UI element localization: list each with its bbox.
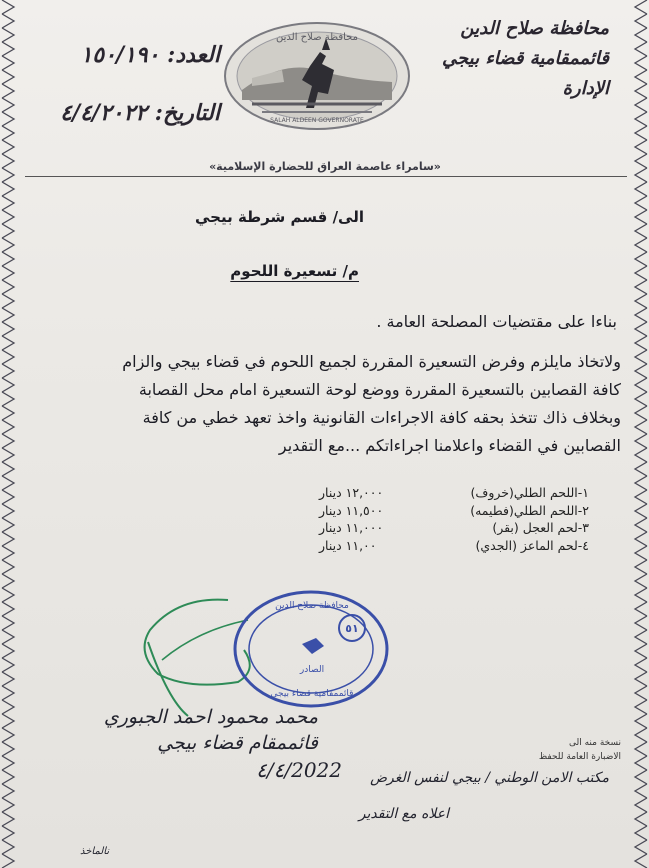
price-item: ٣-لحم العجل (بقر) — [492, 520, 589, 535]
price-row — [289, 484, 589, 502]
signature-date: 2022/٤/٤ — [256, 758, 342, 782]
price-value: ١١,٠٠٠ دينار — [319, 520, 384, 535]
body-line: كافة القصابين بالتسعيرة المقررة ووضع لوحة التسعيرة امام محل القصابة — [138, 380, 621, 399]
body-line: وبخلاف ذاك تتخذ بحقه كافة الاجراءات القانونية واخذ تعهد خطي من كافة — [142, 408, 621, 427]
price-item: ٢-اللحم الطلي(فطيمه) — [470, 502, 589, 518]
price-list — [289, 484, 589, 554]
price-row — [289, 537, 589, 555]
date-value: ٤/٤/٢٠٢٢ — [60, 100, 148, 126]
logo-english-text: SALAH ALDEEN GOVERNORATE — [270, 117, 364, 124]
department-name: الإدارة — [562, 78, 609, 99]
official-stamp — [232, 588, 390, 710]
governorate-logo — [222, 20, 412, 132]
price-row — [289, 519, 589, 537]
stamp-bottom-text: قائممقامية قضاء بيجي — [270, 689, 354, 699]
price-value: ١١,٠٠ دينار — [319, 537, 377, 553]
price-item: ٤-لحم الماعز (الجدي) — [475, 537, 589, 553]
price-item: ١-اللحم الطلي(خروف) — [470, 485, 589, 500]
letterhead-right — [389, 14, 609, 104]
price-value: ١٢,٠٠٠ دينار — [319, 485, 384, 500]
stamp-top-text: محافظة صلاح الدين — [275, 601, 349, 611]
number-row — [40, 26, 220, 84]
logo-arabic-text: محافظة صلاح الدين — [276, 32, 358, 43]
body-line: القصابين في القضاء واعلامنا اجراءاتكم ...مع التقدير — [278, 436, 621, 455]
signatory-title: قائممقام قضاء بيجي — [157, 732, 318, 754]
stamp-badge: ٥١ — [345, 622, 359, 635]
copy-note-line2: اعلاه مع التقدير — [358, 806, 449, 822]
slogan: «سامراء عاصمة العراق للحضارة الإسلامية» — [209, 160, 441, 173]
copy-archive: الاضبارة العامة للحفظ — [538, 752, 621, 762]
right-border-ornament — [633, 0, 649, 868]
body-line: بناءا على مقتضيات المصلحة العامة . — [376, 312, 617, 331]
copy-heading: نسخة منه الى — [569, 738, 621, 748]
addressee: الى/ قسم شرطة بيجي — [195, 208, 364, 226]
price-row — [289, 502, 589, 520]
price-value: ١١,٥٠٠ دينار — [319, 502, 384, 518]
letterhead-left — [40, 26, 220, 142]
date-label: التاريخ: — [154, 100, 220, 126]
date-row — [40, 84, 220, 142]
governorate-name: محافظة صلاح الدين — [460, 18, 609, 39]
number-value: ١٥٠/١٩٠ — [80, 42, 160, 68]
header-divider — [25, 176, 627, 177]
initials: نالماخذ — [80, 846, 110, 857]
body-line: ولاتخاذ مايلزم وفرض التسعيرة المقررة لجميع اللحوم في قضاء بيجي والزام — [122, 352, 621, 371]
signatory-name: محمد محمود احمد الجبوري — [103, 706, 318, 728]
stamp-side-text: الصادر — [299, 665, 325, 675]
left-border-ornament — [0, 0, 16, 868]
number-label: العدد: — [167, 42, 220, 68]
copy-note-line1: مكتب الامن الوطني / بيجي لنفس الغرض — [370, 770, 609, 786]
subject: م/ تسعيرة اللحوم — [230, 262, 359, 280]
district-name: قائممقامية قضاء بيجي — [442, 48, 609, 69]
